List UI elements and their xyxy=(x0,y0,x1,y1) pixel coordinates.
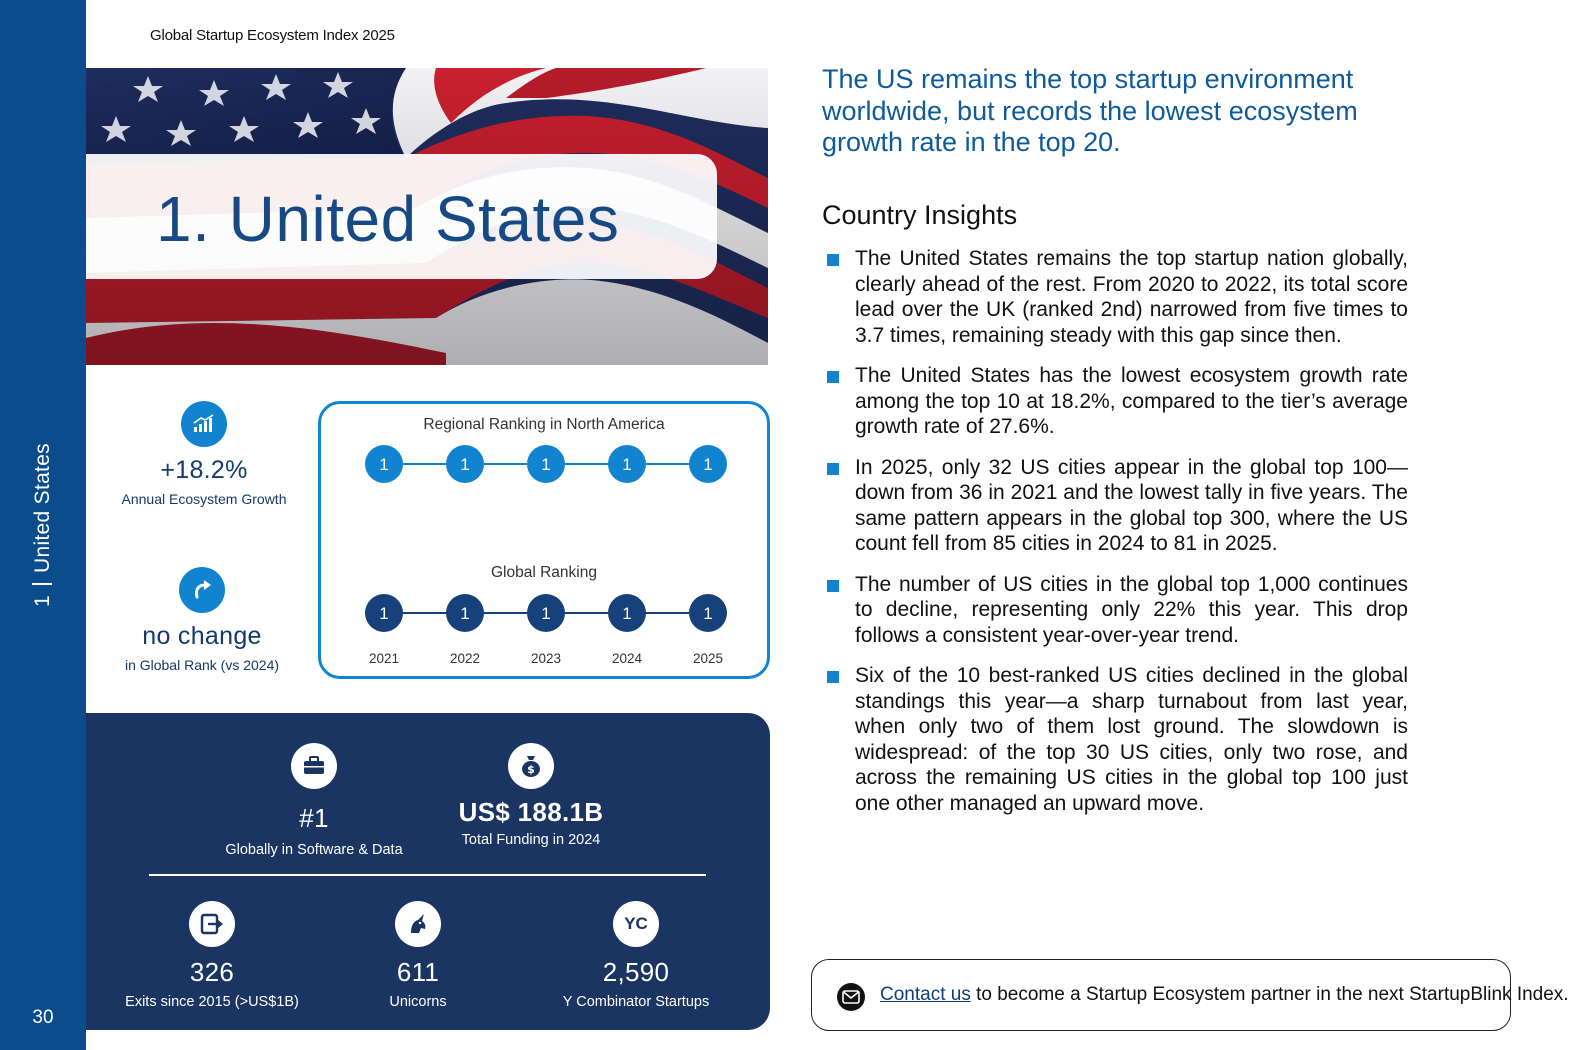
yc-stat xyxy=(526,901,746,1010)
regional-rank-value-2025: 1 xyxy=(703,455,713,474)
software-stat xyxy=(204,743,424,858)
year-label-2022: 2022 xyxy=(449,651,481,666)
growth-metric xyxy=(104,401,304,507)
bullet-square-icon xyxy=(827,671,839,683)
software-label: Globally in Software & Data xyxy=(225,842,403,858)
list-item: Six of the 10 best-ranked US cities declined in the global standings this year—a sharp turnabout from last year, when only two of them lost ground. The slowdown is widespread: of the top 30 US cities, only two rose, and across the remaining US cities in the global top 100 just one other managed an upward move. xyxy=(826,663,1408,816)
exits-value: 326 xyxy=(189,957,235,987)
svg-text:$: $ xyxy=(527,763,535,776)
bullet-square-icon xyxy=(827,254,839,266)
year-label-2023: 2023 xyxy=(530,651,562,666)
global-rank-value-2023: 1 xyxy=(541,604,551,623)
ranking-timeline xyxy=(321,404,767,676)
global-rank-value-2022: 1 xyxy=(460,604,470,623)
yc-label: Y Combinator Startups xyxy=(562,994,710,1010)
growth-label: Annual Ecosystem Growth xyxy=(121,491,287,507)
rank-change-metric xyxy=(102,567,302,673)
ranking-chart xyxy=(318,401,770,679)
regional-rank-value-2023: 1 xyxy=(541,455,551,474)
sidebar-country-label xyxy=(31,443,55,607)
year-label-2024: 2024 xyxy=(611,651,643,666)
document-title: Global Startup Ecosystem Index 2025 xyxy=(150,27,395,44)
unicorns-value: 611 xyxy=(396,957,440,987)
stats-divider xyxy=(149,874,706,876)
yc-logo-text: YC xyxy=(624,914,648,933)
briefcase-icon xyxy=(291,743,337,789)
contact-us-link[interactable]: Contact us xyxy=(880,984,971,1005)
year-label-2025: 2025 xyxy=(692,651,724,666)
bullet-square-icon xyxy=(827,463,839,475)
page-number: 30 xyxy=(32,1007,54,1028)
list-item: The United States has the lowest ecosystem growth rate among the top 10 at 18.2%, compared to the tier’s average growth rate of 27.6%. xyxy=(826,363,1408,440)
global-rank-value-2024: 1 xyxy=(622,604,632,623)
growth-value: +18.2% xyxy=(160,456,248,484)
sidebar xyxy=(0,0,86,1050)
insights-title: Country Insights xyxy=(822,200,1018,230)
funding-stat xyxy=(421,743,641,848)
sidebar-rank: 1 xyxy=(31,595,54,607)
global-ranking-title: Global Ranking xyxy=(491,564,597,581)
funding-value: US$ 188.1B xyxy=(458,797,604,827)
global-rank-value-2025: 1 xyxy=(703,604,713,623)
money-bag-icon xyxy=(508,743,554,789)
bullet-square-icon xyxy=(827,371,839,383)
regional-rank-value-2024: 1 xyxy=(622,455,632,474)
unicorn-icon xyxy=(395,901,441,947)
contact-banner xyxy=(811,959,1569,1031)
software-value: #1 xyxy=(299,803,329,833)
rank-change-label: in Global Rank (vs 2024) xyxy=(124,657,280,673)
unicorns-stat xyxy=(343,901,493,1010)
curved-arrow-icon xyxy=(179,567,225,613)
page-title: 1. United States xyxy=(156,183,620,255)
yc-value: 2,590 xyxy=(602,957,670,987)
yc-logo-icon xyxy=(613,901,659,947)
rank-change-value: no change xyxy=(142,622,262,650)
sidebar-country: United States xyxy=(31,443,54,573)
global-rank-value-2021: 1 xyxy=(379,604,389,623)
funding-label: Total Funding in 2024 xyxy=(461,832,601,848)
headline: The US remains the top startup environment worldwide, but records the lowest ecosystem growth rate in the top 20. xyxy=(822,64,1358,157)
list-item: In 2025, only 32 US cities appear in the global top 100—down from 36 in 2021 and the lowest tally in five years. The same pattern appears in the global top 300, where the US count fell from 85 cities in 2024 to 81 in 2025. xyxy=(826,455,1408,557)
insights-list xyxy=(826,246,1408,831)
exit-icon xyxy=(189,901,235,947)
list-item: The United States remains the top startup nation globally, clearly ahead of the rest. From 2020 to 2022, its total score lead over the UK (ranked 2nd) narrowed from five times to 3.7 times, remaining steady with this gap since then. xyxy=(826,246,1408,348)
year-label-2021: 2021 xyxy=(368,651,400,666)
envelope-icon xyxy=(837,983,865,1011)
contact-rest-text: to become a Startup Ecosystem partner in the next StartupBlink Index. xyxy=(970,984,1569,1005)
exits-stat xyxy=(106,901,318,1010)
stats-panel xyxy=(86,713,770,1030)
unicorns-label: Unicorns xyxy=(389,994,447,1010)
growth-chart-icon xyxy=(181,401,227,447)
list-item: The number of US cities in the global top 1,000 continues to decline, representing only 22% this year. This drop follows a consistent year-over-year trend. xyxy=(826,572,1408,649)
regional-rank-value-2021: 1 xyxy=(379,455,389,474)
regional-ranking-title: Regional Ranking in North America xyxy=(423,416,665,433)
sidebar-separator xyxy=(32,583,52,585)
regional-rank-value-2022: 1 xyxy=(460,455,470,474)
exits-label: Exits since 2015 (>US$1B) xyxy=(125,994,299,1010)
hero-title-card xyxy=(86,154,717,279)
bullet-square-icon xyxy=(827,580,839,592)
contact-text xyxy=(880,984,1569,1006)
